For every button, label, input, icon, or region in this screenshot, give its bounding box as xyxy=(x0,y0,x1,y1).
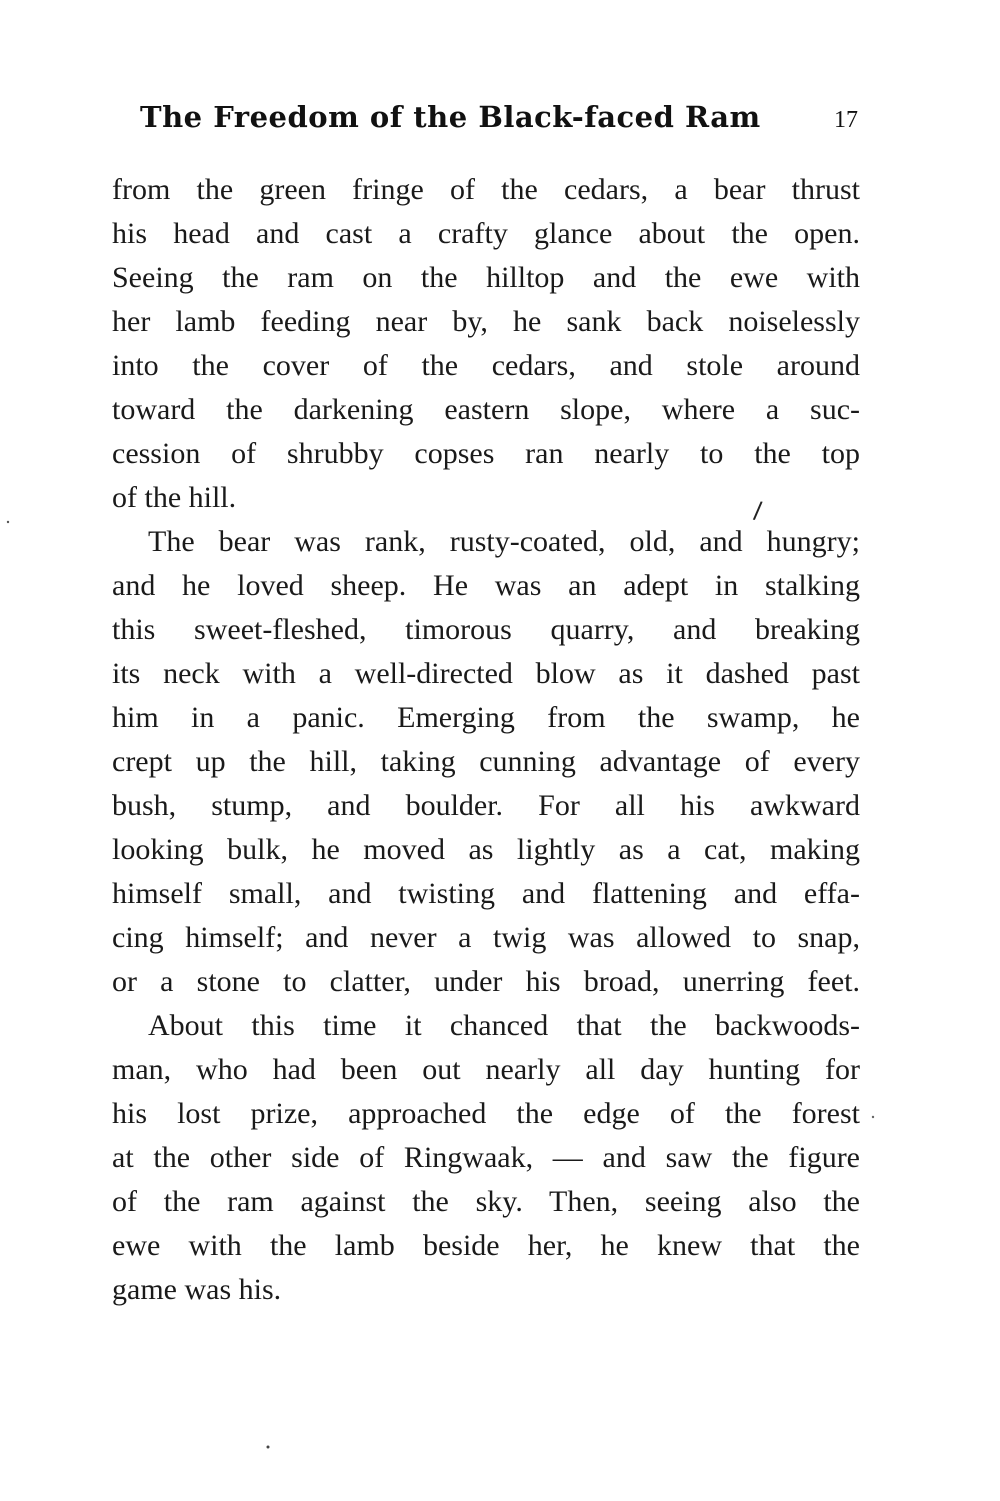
text-line: his lost prize, approached the edge of the forest xyxy=(112,1097,860,1130)
text-line: ewe with the lamb beside her, he knew that the xyxy=(112,1229,860,1262)
text-line: or a stone to clatter, under his broad, unerring feet. xyxy=(112,965,860,998)
text-line: Seeing the ram on the hilltop and the ewe with xyxy=(112,261,860,294)
text-line: toward the darkening eastern slope, where a suc- xyxy=(112,393,860,426)
text-line: cession of shrubby copses ran nearly to the top xyxy=(112,437,860,470)
text-line: crept up the hill, taking cunning advantage of every xyxy=(112,745,860,778)
text-line: his head and cast a crafty glance about the open. xyxy=(112,217,860,250)
speck xyxy=(872,1116,874,1118)
text-line: this sweet-fleshed, timorous quarry, and breaking xyxy=(112,613,860,646)
text-line: bush, stump, and boulder. For all his awkward xyxy=(112,789,860,822)
body-text xyxy=(112,168,860,1312)
speck xyxy=(7,521,9,523)
text-line: its neck with a well-directed blow as it dashed past xyxy=(112,657,860,690)
text-line: into the cover of the cedars, and stole around xyxy=(112,349,860,382)
text-line: of the ram against the sky. Then, seeing also the xyxy=(112,1185,860,1218)
page-number: 17 xyxy=(834,107,858,133)
text-line: The bear was rank, rusty-coated, old, and hungry; xyxy=(148,525,860,558)
running-title: The Freedom of the Black-faced Ram xyxy=(140,100,761,134)
paragraph-3 xyxy=(112,1004,860,1312)
text-line: looking bulk, he moved as lightly as a cat, making xyxy=(112,833,860,866)
text-line: him in a panic. Emerging from the swamp, he xyxy=(112,701,860,734)
text-line: man, who had been out nearly all day hunting for xyxy=(112,1053,860,1086)
paragraph-1 xyxy=(112,168,860,520)
text-line: and he loved sheep. He was an adept in stalking xyxy=(112,569,860,602)
text-line: from the green fringe of the cedars, a bear thrust xyxy=(112,173,860,206)
text-line: of the hill. xyxy=(112,481,237,514)
text-line: himself small, and twisting and flattening and effa- xyxy=(112,877,860,910)
paragraph-2 xyxy=(112,520,860,1004)
text-line: at the other side of Ringwaak, — and saw the figure xyxy=(112,1141,860,1174)
text-line: game was his. xyxy=(112,1273,282,1306)
text-line: About this time it chanced that the backwoods- xyxy=(148,1009,860,1042)
speck xyxy=(267,1446,270,1449)
text-line: her lamb feeding near by, he sank back noiselessly xyxy=(112,305,860,338)
running-head xyxy=(140,100,858,148)
pencil-mark: / xyxy=(752,495,764,527)
text-line: cing himself; and never a twig was allowed to snap, xyxy=(112,921,860,954)
